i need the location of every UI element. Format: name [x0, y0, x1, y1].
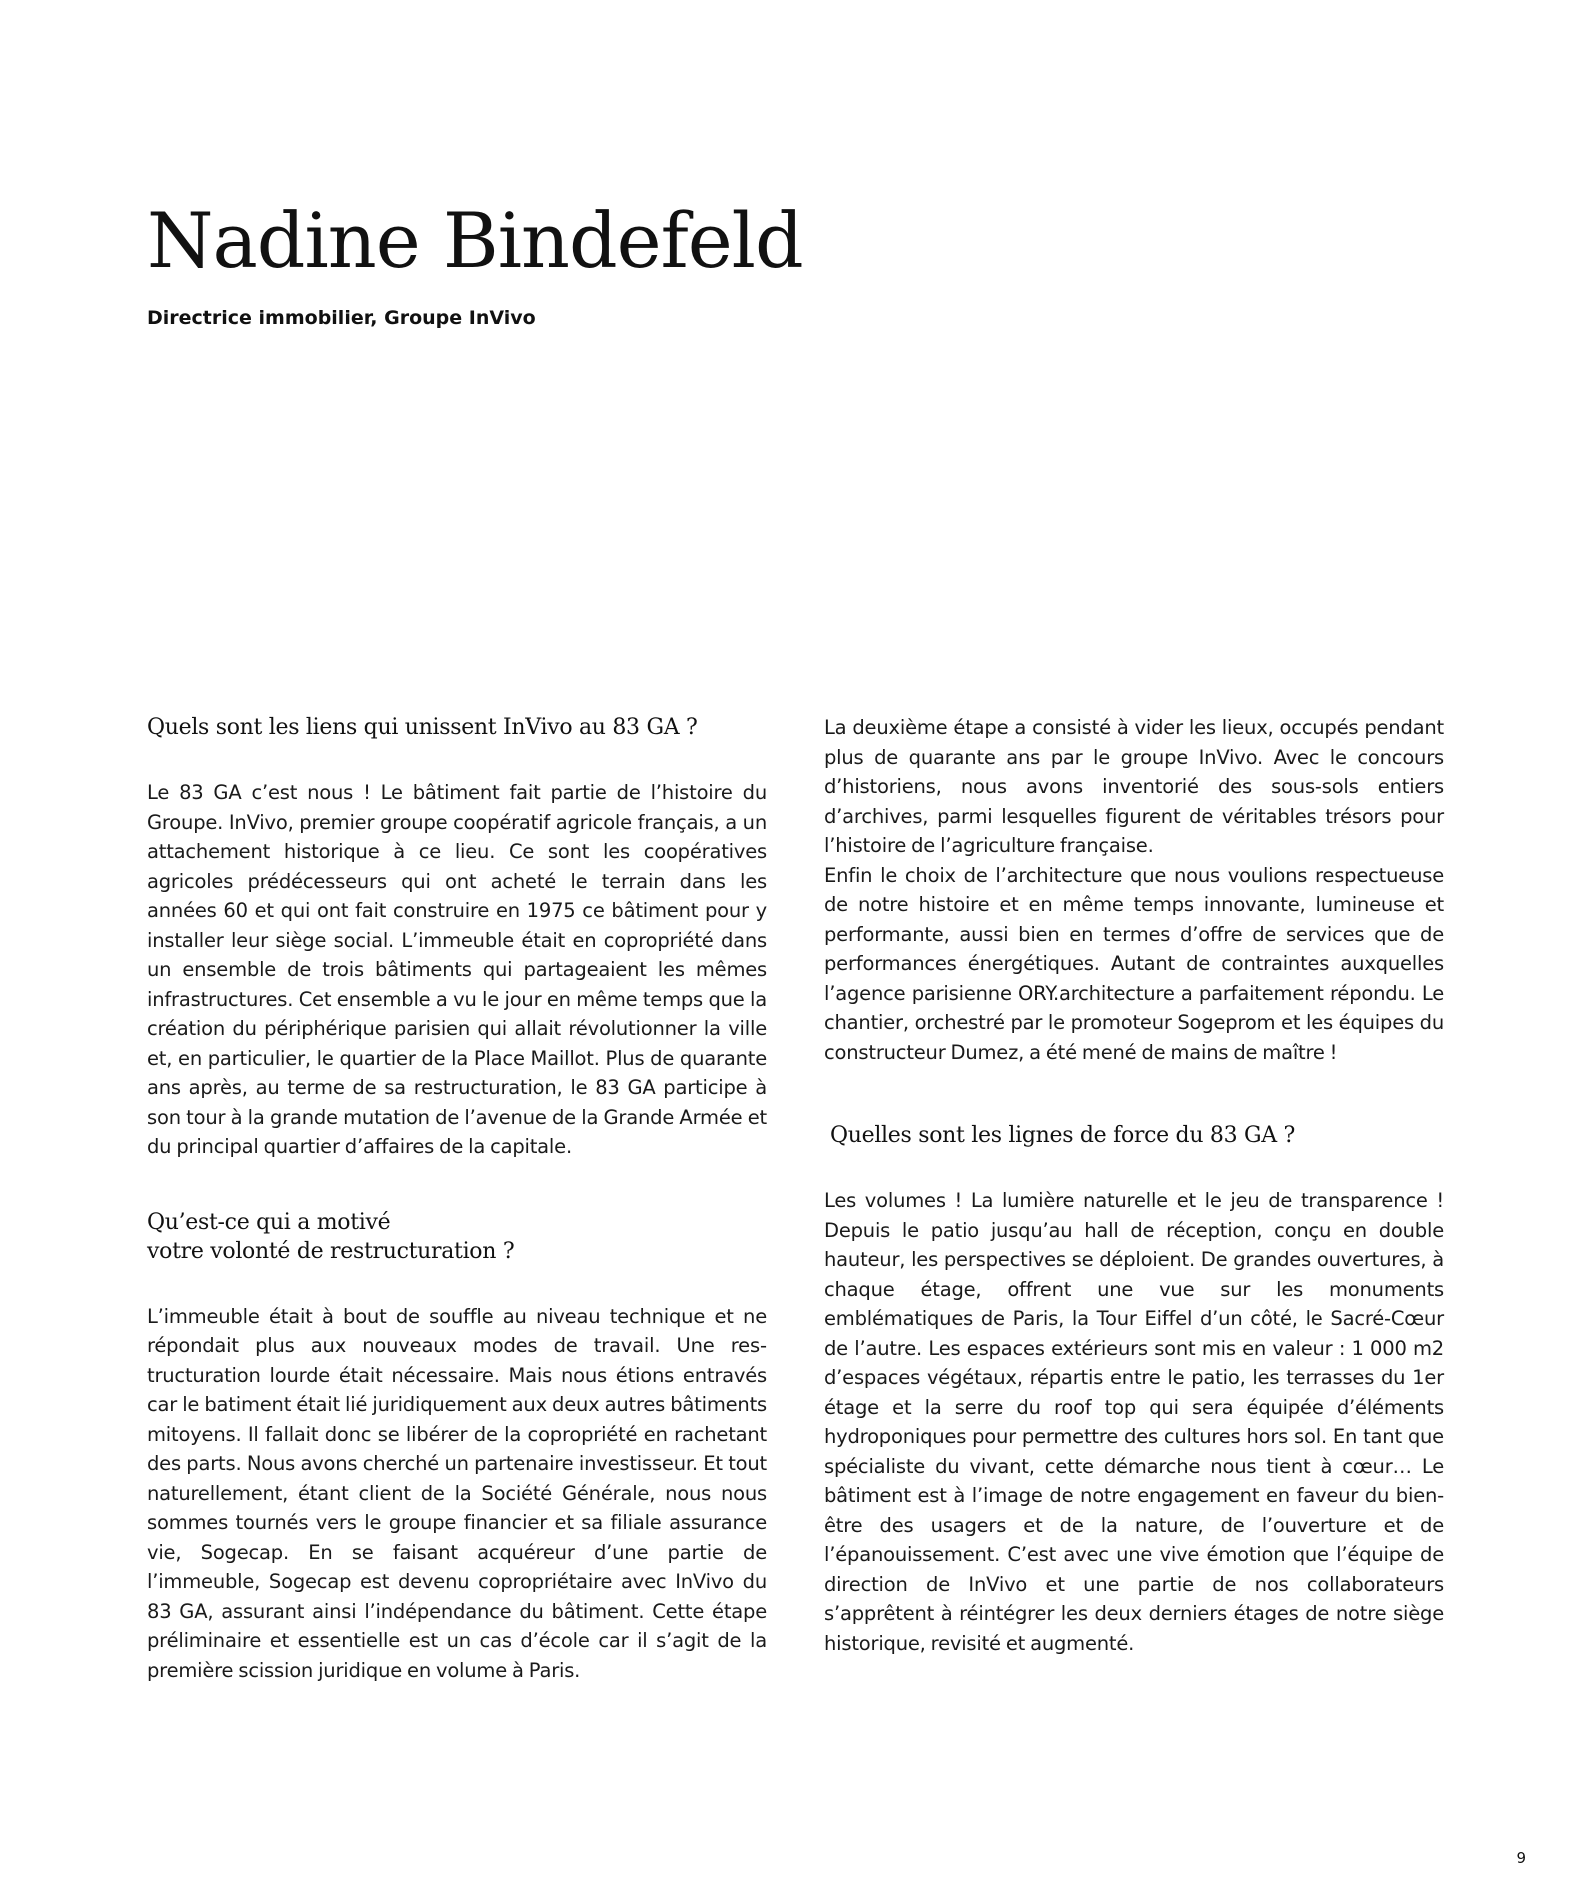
spacer — [824, 1150, 1444, 1186]
answer-motivation-continued: La deuxième étape a consisté à vider les lieux, occupés pendant plus de quarante ans par le groupe InVivo. Avec le concours d’historiens, nous avons inventorié des sous-sols entiers d’archives, parmi lesquelles figurent de véritables trésors pour l’histoire de l’agriculture française. — [824, 716, 1444, 857]
answer-motivation-architecture: Enfin le choix de l’architecture que nous voulions respectueuse de notre histoire et en même temps innovante, lumineuse et performante, aussi bien en termes d’offre de services que de performances énergétiques. Autant de contraintes auxquelles l’agence parisienne ORY.architecture a parfaitement répondu. Le chantier, orchestré par le promoteur Sogeprom et les équipes du constructeur Dumez, a été mené de mains de maître ! — [824, 863, 1444, 1064]
spacer — [147, 1266, 767, 1302]
question-lignes-de-force: Quelles sont les lignes de force du 83 GA ? — [830, 1123, 1296, 1148]
spacer — [824, 1067, 1444, 1121]
right-column — [824, 713, 1444, 1658]
answer-lignes-de-force: Les volumes ! La lumière naturelle et le jeu de transparence ! Depuis le patio jusqu’au hall de réception, conçu en double hauteur, les perspectives se déploient. De grandes ouvertures, à chaque étage, offrent une vue sur les monuments emblématiques de Paris, la Tour Eiffel d’un côté, le Sacré-Cœur de l’autre. Les espaces extérieurs sont mis en valeur : 1 000 m2 d’espaces végétaux, répartis entre le patio, les terrasses du 1er étage et la serre du roof top qui sera équipée d’éléments hydroponiques pour permettre des cultures hors sol. En tant que spécialiste du vivant, cette démarche nous tient à cœur… Le bâtiment est à l’image de notre engagement en faveur du bien-être des usagers et de la nature, de l’ouverture et de l’épanouissement. C’est avec une vive émotion que l’équipe de direction de InVivo et une partie de nos collaborateurs s’apprêtent à réintégrer les deux derniers étages de notre siège historique, revisité et augmenté. — [824, 1189, 1444, 1655]
spacer — [147, 742, 767, 778]
page-number: 9 — [1516, 1849, 1526, 1867]
answer-liens: Le 83 GA c’est nous ! Le bâtiment fait partie de l’histoire du Groupe. InVivo, premier groupe coopératif agricole français, a un attachement historique à ce lieu. Ce sont les coopératives agricoles prédécesseurs qui ont acheté le terrain dans les années 60 et qui ont fait construire en 1975 ce bâtiment pour y installer leur siège social. L’immeuble était en copropriété dans un ensemble de trois bâtiments qui partageaient les mêmes infrastructures. Cet ensemble a vu le jour en même temps que la création du périphérique parisien qui allait révolutionner la ville et, en particulier, le quartier de la Place Maillot. Plus de quarante ans après, au terme de sa restructuration, le 83 GA participe à son tour à la grande mutation de l’avenue de la Grande Armée et du principal quartier d’affaires de la capitale. — [147, 781, 767, 1158]
answer-motivation: L’immeuble était à bout de souffle au niveau technique et ne répondait plus aux nouveaux modes de travail. Une restructuration lourde était nécessaire. Mais nous étions entravés car le batiment était lié juridiquement aux deux autres bâtiments mitoyens. Il fallait donc se libérer de la copropriété en rachetant des parts. Nous avons cherché un partenaire investisseur. Et tout naturellement, étant client de la Société Générale, nous nous sommes tournés vers le groupe financier et sa filiale assurance vie, Sogecap. En se faisant acquéreur d’une partie de l’immeuble, Sogecap est devenu copropriétaire avec InVivo du 83 GA, assurant ainsi l’indépendance du bâtiment. Cette étape préliminaire et essentielle est un cas d’école car il s’agit de la première scission juridique en volume à Paris. — [147, 1304, 767, 1682]
question-motivation: Qu’est-ce qui a motivé votre volonté de restructuration ? — [147, 1209, 515, 1264]
page-subtitle: Directrice immobilier, Groupe InVivo — [147, 307, 536, 329]
page-title: Nadine Bindefeld — [147, 196, 803, 285]
question-liens: Quels sont les liens qui unissent InVivo au 83 GA ? — [147, 715, 698, 740]
spacer — [147, 1162, 767, 1208]
left-column — [147, 713, 767, 1685]
